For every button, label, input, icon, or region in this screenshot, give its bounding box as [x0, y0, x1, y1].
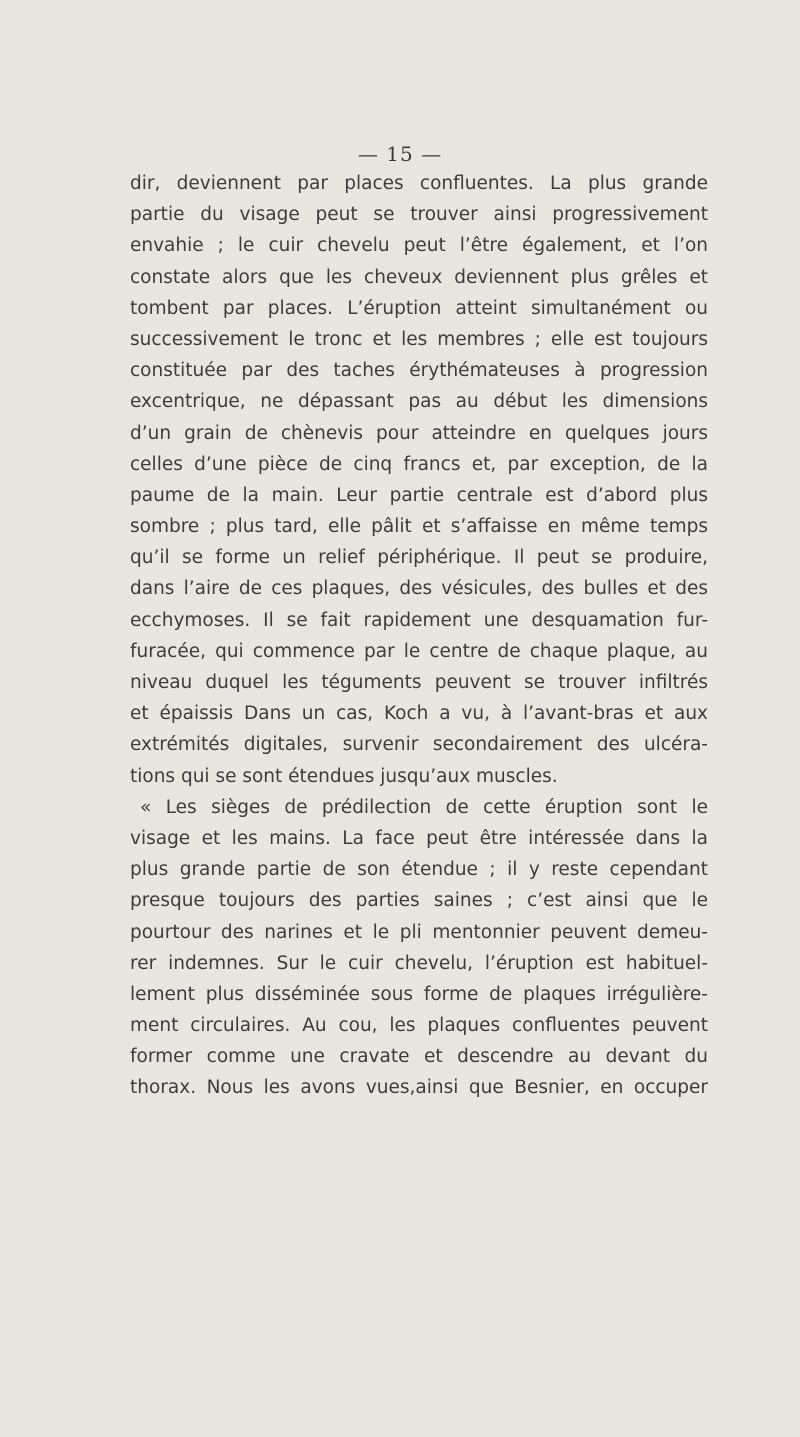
text-line: lement plus disséminée sous forme de plaques irrégulière-	[130, 983, 708, 1005]
text-line: ecchymoses. Il se fait rapidement une desquamation fur-	[130, 609, 708, 631]
text-line: niveau duquel les téguments peuvent se trouver infiltrés	[130, 672, 708, 693]
text-line: extrémités digitales, survenir secondairement des ulcéra-	[130, 734, 708, 756]
text-line: envahie ; le cuir chevelu peut l’être également, et l’on	[130, 235, 708, 257]
text-line-paragraph-start: « Les sièges de prédilection de cette éruption sont le	[140, 796, 708, 818]
text-line: excentrique, ne dépassant pas au début les dimensions	[130, 391, 708, 413]
text-line: paume de la main. Leur partie centrale est d’abord plus	[130, 484, 708, 506]
text-line: constate alors que les cheveux deviennent plus grêles et	[130, 266, 708, 288]
text-line: former comme une cravate et descendre au devant du	[130, 1046, 708, 1068]
text-line: constituée par des taches érythémateuses à progression	[130, 360, 708, 382]
text-line-paragraph-end: tions qui se sont étendues jusqu’aux muscles.	[130, 765, 558, 787]
text-line: d’un grain de chènevis pour atteindre en quelques jours	[130, 422, 708, 444]
text-line: rer indemnes. Sur le cuir chevelu, l’éruption est habituel-	[130, 952, 708, 974]
text-line: visage et les mains. La face peut être intéressée dans la	[130, 827, 708, 849]
text-line: thorax. Nous les avons vues,ainsi que Besnier, en occuper	[130, 1077, 708, 1099]
page-number: — 15 —	[357, 142, 443, 166]
text-line: qu’il se forme un relief périphérique. Il peut se produire,	[130, 547, 708, 569]
text-line: partie du visage peut se trouver ainsi progressivement	[130, 204, 708, 226]
text-line: sombre ; plus tard, elle pâlit et s’affaisse en même temps	[130, 516, 708, 538]
text-line: presque toujours des parties saines ; c’est ainsi que le	[130, 890, 708, 912]
text-line: furacée, qui commence par le centre de chaque plaque, au	[130, 640, 708, 662]
text-line: successivement le tronc et les membres ; elle est toujours	[130, 328, 708, 350]
text-line: celles d’une pièce de cinq francs et, par exception, de la	[130, 453, 708, 475]
text-line: dir, deviennent par places confluentes. La plus grande	[130, 173, 708, 194]
text-line: tombent par places. L’éruption atteint simultanément ou	[130, 297, 708, 319]
text-line: dans l’aire de ces plaques, des vésicules, des bulles et des	[130, 578, 708, 600]
body-text	[130, 168, 708, 1104]
text-line: ment circulaires. Au cou, les plaques confluentes peuvent	[130, 1015, 708, 1037]
text-line: plus grande partie de son étendue ; il y reste cependant	[130, 859, 708, 881]
text-line: et épaissis Dans un cas, Koch a vu, à l’avant-bras et aux	[130, 703, 708, 725]
text-line: pourtour des narines et le pli mentonnier peuvent demeu-	[130, 921, 708, 943]
